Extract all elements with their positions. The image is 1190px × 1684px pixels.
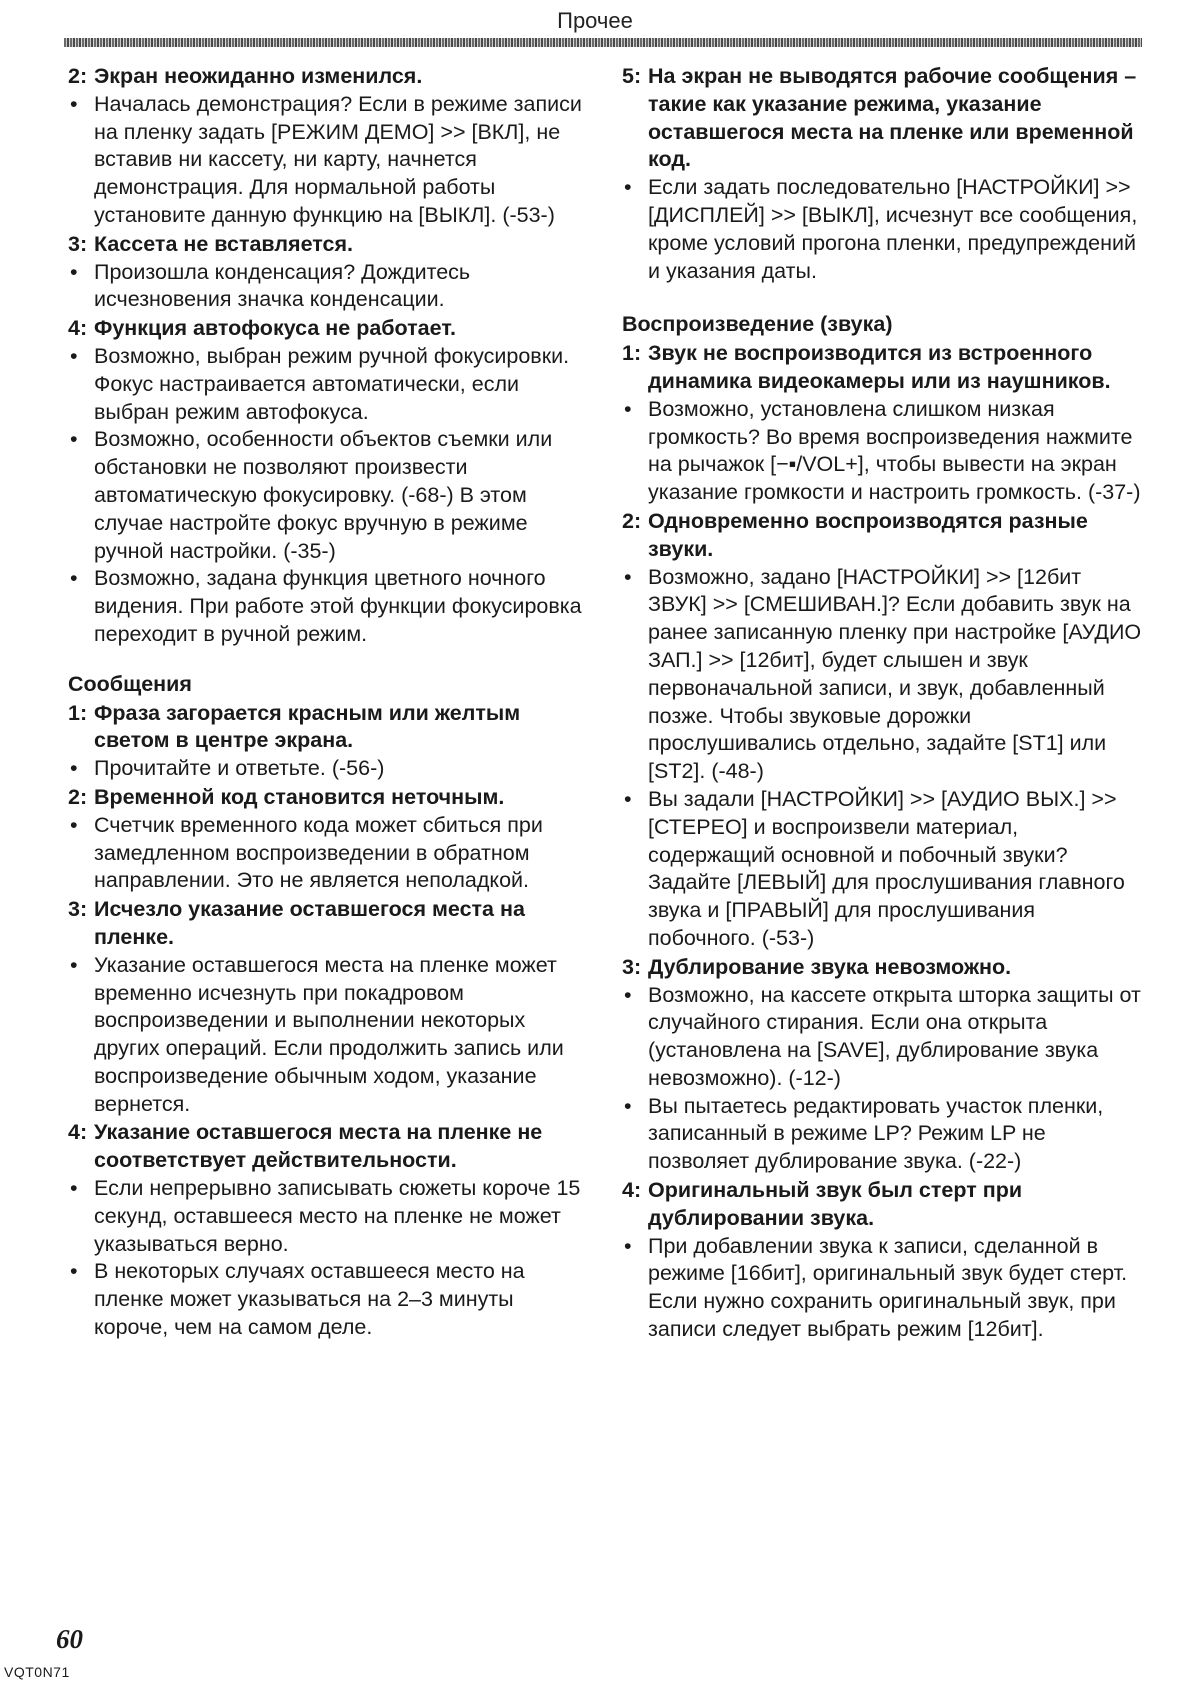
- list-item: [622, 1093, 1142, 1176]
- issue-number: 2:: [68, 784, 88, 809]
- header-divider: [64, 38, 1142, 47]
- item-text: Вы пытаетесь редактировать участок пленки, записанный в режиме LP? Режим LP не позволяет дублирование звука. (-22-): [648, 1093, 1104, 1174]
- bullet-icon: •: [624, 1233, 632, 1258]
- item-text: Счетчик временного кода может сбиться при замедленном воспроизведении в обратном направлении. Это не является неполадкой.: [94, 812, 543, 893]
- issue-block: [622, 340, 1142, 507]
- issue-block: [622, 63, 1142, 285]
- item-text: Возможно, на кассете открыта шторка защиты от случайного стирания. Если она открыта (установлена на [SAVE], дублирование звука невозможно). (-12-): [648, 982, 1141, 1090]
- item-text: Вы задали [НАСТРОЙКИ] >> [АУДИО ВЫХ.] >> [СТЕРЕО] и воспроизвели материал, содержащий основной и побочный звуки? Задайте [ЛЕВЫЙ] для прослушивания главного звука и [ПРАВЫЙ] для прослушивания побочного. (-53-): [648, 786, 1125, 950]
- issue-block: [622, 508, 1142, 953]
- item-text: Возможно, задано [НАСТРОЙКИ] >> [12бит ЗВУК] >> [СМЕШИВАН.]? Если добавить звук на ранее записанную пленку при настройке [АУДИО ЗАП.] >> [12бит], будет слышен и звук первоначальной записи, и звук, добавленный позже. Чтобы звуковые дорожки прослушивались отдельно, задайте [ST1] или [ST2]. (-48-): [648, 564, 1142, 784]
- issue-heading: [622, 340, 1142, 396]
- item-text: Произошла конденсация? Дождитесь исчезновения значка конденсации.: [94, 259, 471, 312]
- issue-block: [68, 231, 588, 314]
- issue-block: [622, 1177, 1142, 1344]
- item-text: В некоторых случаях оставшееся место на пленке может указываться на 2–3 минуты короче, чем на самом деле.: [94, 1259, 525, 1340]
- issue-title: Звук не воспроизводится из встроенного динамика видеокамеры или из наушников.: [648, 341, 1111, 393]
- issue-heading: [68, 700, 588, 756]
- issue-block: [68, 784, 588, 895]
- bullet-icon: •: [70, 566, 78, 591]
- issue-heading: [622, 63, 1142, 174]
- bullet-icon: •: [70, 812, 78, 837]
- bullet-icon: •: [70, 952, 78, 977]
- list-item: [68, 952, 588, 1119]
- issue-heading: [68, 1119, 588, 1175]
- bullet-icon: •: [70, 91, 78, 116]
- item-text: Началась демонстрация? Если в режиме записи на пленку задать [РЕЖИМ ДЕМО] >> [ВКЛ], не вставив ни кассету, ни карту, начнется демонстрация. Для нормальной работы установите данную функцию на [ВЫКЛ]. (-53-): [94, 91, 582, 227]
- item-text: Прочитайте и ответьте. (-56-): [94, 756, 385, 781]
- issue-number: 1:: [622, 341, 642, 366]
- issue-heading: [68, 896, 588, 952]
- issue-block: [68, 63, 588, 230]
- issue-block: [622, 954, 1142, 1176]
- bullet-icon: •: [70, 343, 78, 368]
- item-text: Указание оставшегося места на пленке может временно исчезнуть при покадровом воспроизведении и выполнении некоторых других операций. Если продолжить запись или воспроизведение обычным ходом, указание вернется.: [94, 952, 564, 1116]
- bullet-icon: •: [70, 1176, 78, 1201]
- issue-block: [68, 700, 588, 783]
- issue-heading: [68, 63, 588, 91]
- issue-heading: [622, 1177, 1142, 1233]
- issue-number: 3:: [622, 954, 642, 979]
- issue-title: Исчезло указание оставшегося места на пленке.: [94, 897, 525, 949]
- item-text: Возможно, особенности объектов съемки или обстановки не позволяют произвести автоматическую фокусировку. (-68-) В этом случае настройте фокус вручную в режиме ручной настройки. (-35-): [94, 427, 553, 563]
- list-item: [68, 426, 588, 565]
- section-heading-messages: Сообщения: [68, 671, 192, 696]
- bullet-icon: •: [624, 396, 632, 421]
- bullet-icon: •: [70, 1259, 78, 1284]
- item-text: При добавлении звука к записи, сделанной в режиме [16бит], оригинальный звук будет стерт. Если нужно сохранить оригинальный звук, при записи следует выбрать режим [12бит].: [648, 1233, 1128, 1342]
- section-heading-playback: Воспроизведение (звука): [622, 312, 893, 337]
- right-column: [622, 62, 1142, 1344]
- bullet-icon: •: [70, 259, 78, 284]
- issue-heading: [622, 508, 1142, 564]
- issue-number: 3:: [68, 897, 88, 922]
- item-text: Возможно, установлена слишком низкая громкость? Во время воспроизведения нажмите на рычажок [−▪/VOL+], чтобы вывести на экран указание громкости и настроить громкость. (-37-): [648, 396, 1141, 505]
- list-item: [68, 755, 588, 783]
- list-item: [622, 786, 1142, 953]
- issue-number: 5:: [622, 64, 642, 88]
- item-text: Возможно, задана функция цветного ночного видения. При работе этой функции фокусировка переходит в ручной режим.: [94, 566, 582, 646]
- issue-block: [68, 1119, 588, 1341]
- issue-number: 2:: [68, 64, 88, 88]
- issue-title: Кассета не вставляется.: [94, 231, 353, 256]
- list-item: [68, 91, 588, 230]
- bullet-icon: •: [624, 1093, 632, 1118]
- issue-number: 2:: [622, 508, 642, 533]
- item-text: Возможно, выбран режим ручной фокусировки. Фокус настраивается автоматически, если выбран режим автофокуса.: [94, 343, 570, 424]
- issue-title: Фраза загорается красным или желтым светом в центре экрана.: [94, 700, 521, 753]
- item-text: Если задать последовательно [НАСТРОЙКИ] >> [ДИСПЛЕЙ] >> [ВЫКЛ], исчезнут все сообщения, кроме условий прогона пленки, предупреждений и указания даты.: [648, 175, 1138, 283]
- issue-title: Оригинальный звук был стерт при дублировании звука.: [648, 1178, 1023, 1230]
- bullet-icon: •: [624, 175, 632, 200]
- page-number: 60: [56, 1624, 83, 1654]
- bullet-icon: •: [624, 786, 632, 811]
- issue-heading: [68, 231, 588, 259]
- issue-title: Одновременно воспроизводятся разные звуки.: [648, 508, 1088, 561]
- list-item: [622, 564, 1142, 786]
- issue-heading: [68, 315, 588, 343]
- bullet-icon: •: [70, 427, 78, 452]
- issue-title: Экран неожиданно изменился.: [94, 64, 423, 88]
- issue-number: 4:: [68, 316, 88, 341]
- left-column: [68, 62, 588, 1342]
- bullet-icon: •: [624, 982, 632, 1007]
- issue-title: Дублирование звука невозможно.: [648, 954, 1012, 979]
- list-item: [68, 1258, 588, 1341]
- list-item: [622, 174, 1142, 285]
- issue-block: [68, 315, 588, 649]
- issue-number: 1:: [68, 700, 88, 725]
- list-item: [68, 343, 588, 426]
- issue-title: Указание оставшегося места на пленке не соответствует действительности.: [94, 1120, 543, 1173]
- issue-title: Функция автофокуса не работает.: [94, 316, 456, 341]
- list-item: [68, 1175, 588, 1258]
- bullet-icon: •: [624, 564, 632, 589]
- issue-number: 4:: [622, 1178, 642, 1203]
- issue-heading: [68, 784, 588, 812]
- list-item: [68, 259, 588, 315]
- issue-title: Временной код становится неточным.: [94, 784, 505, 809]
- document-code: VQT0N71: [4, 1664, 70, 1680]
- page-header-title: Прочее: [557, 8, 633, 33]
- list-item: [622, 982, 1142, 1093]
- list-item: [622, 396, 1142, 507]
- list-item: [68, 812, 588, 895]
- list-item: [68, 565, 588, 648]
- issue-title: На экран не выводятся рабочие сообщения – такие как указание режима, указание оставшегося места на пленке или временной код.: [648, 64, 1137, 172]
- item-text: Если непрерывно записывать сюжеты короче 15 секунд, оставшееся место на пленке не может указываться верно.: [94, 1176, 581, 1256]
- issue-number: 4:: [68, 1120, 88, 1145]
- issue-number: 3:: [68, 231, 88, 256]
- list-item: [622, 1233, 1142, 1344]
- issue-block: [68, 896, 588, 1118]
- bullet-icon: •: [70, 756, 78, 781]
- issue-heading: [622, 954, 1142, 982]
